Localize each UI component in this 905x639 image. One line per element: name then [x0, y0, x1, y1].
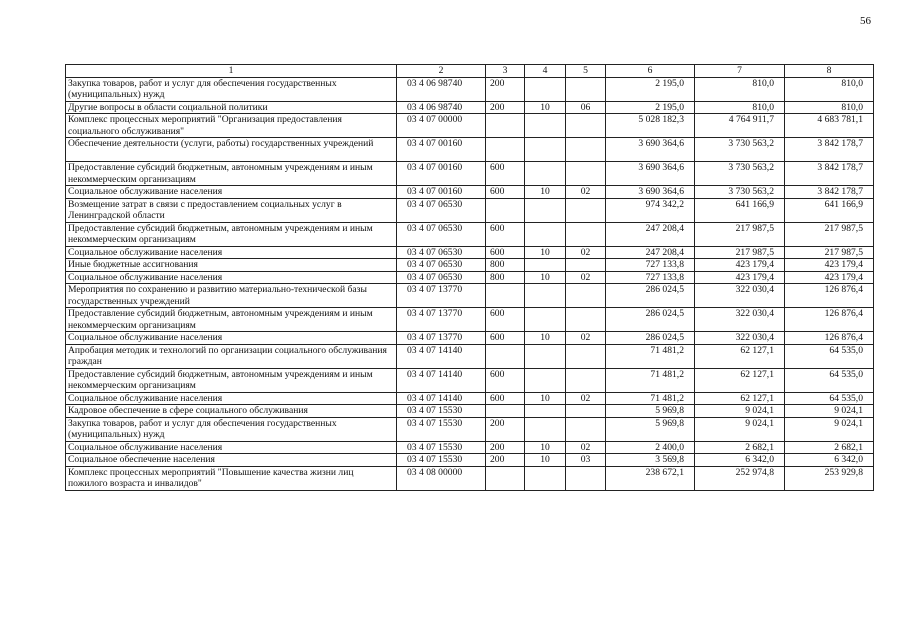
- subsection-cell: [566, 417, 606, 441]
- amount-year3-cell: 64 535,0: [785, 344, 874, 368]
- item-name-cell: Мероприятия по сохранению и развитию материально-технической базы государственных учреждений: [66, 284, 397, 308]
- subsection-cell: 02: [566, 246, 606, 259]
- amount-year1-cell: 71 481,2: [606, 392, 695, 405]
- item-name-cell: Социальное обслуживание населения: [66, 186, 397, 199]
- column-header: 7: [695, 65, 785, 78]
- amount-year2-cell: 9 024,1: [695, 405, 785, 418]
- amount-year1-cell: 2 195,0: [606, 77, 695, 101]
- target-article-cell: 03 4 07 15530: [397, 417, 486, 441]
- amount-year3-cell: 253 929,8: [785, 466, 874, 490]
- column-header: 1: [66, 65, 397, 78]
- section-cell: [525, 114, 566, 138]
- column-header: 4: [525, 65, 566, 78]
- amount-year1-cell: 247 208,4: [606, 246, 695, 259]
- column-number-row: [66, 65, 874, 78]
- expense-type-cell: [486, 284, 525, 308]
- target-article-cell: 03 4 07 14140: [397, 344, 486, 368]
- table-row: [66, 162, 874, 186]
- target-article-cell: 03 4 07 14140: [397, 392, 486, 405]
- table-row: [66, 101, 874, 114]
- section-cell: [525, 368, 566, 392]
- amount-year3-cell: 810,0: [785, 101, 874, 114]
- table-row: [66, 308, 874, 332]
- section-cell: [525, 198, 566, 222]
- item-name-cell: Иные бюджетные ассигнования: [66, 259, 397, 272]
- amount-year2-cell: 423 179,4: [695, 259, 785, 272]
- amount-year3-cell: 641 166,9: [785, 198, 874, 222]
- column-header: 6: [606, 65, 695, 78]
- subsection-cell: [566, 162, 606, 186]
- table-row: [66, 77, 874, 101]
- item-name-cell: Социальное обслуживание населения: [66, 392, 397, 405]
- expense-type-cell: 200: [486, 77, 525, 101]
- amount-year1-cell: 3 690 364,6: [606, 138, 695, 162]
- section-cell: [525, 138, 566, 162]
- item-name-cell: Предоставление субсидий бюджетным, автономным учреждениям и иным некоммерческим организациям: [66, 368, 397, 392]
- item-name-cell: Предоставление субсидий бюджетным, автономным учреждениям и иным некоммерческим организациям: [66, 308, 397, 332]
- amount-year1-cell: 5 028 182,3: [606, 114, 695, 138]
- expense-type-cell: 600: [486, 162, 525, 186]
- column-header: 3: [486, 65, 525, 78]
- amount-year1-cell: 286 024,5: [606, 332, 695, 345]
- section-cell: 10: [525, 392, 566, 405]
- subsection-cell: [566, 114, 606, 138]
- item-name-cell: Закупка товаров, работ и услуг для обеспечения государственных (муниципальных) нужд: [66, 77, 397, 101]
- amount-year2-cell: 810,0: [695, 101, 785, 114]
- table-row: [66, 271, 874, 284]
- amount-year1-cell: 71 481,2: [606, 368, 695, 392]
- target-article-cell: 03 4 07 13770: [397, 332, 486, 345]
- amount-year3-cell: 217 987,5: [785, 222, 874, 246]
- item-name-cell: Кадровое обеспечение в сфере социального обслуживания: [66, 405, 397, 418]
- target-article-cell: 03 4 07 06530: [397, 246, 486, 259]
- table-row: [66, 392, 874, 405]
- amount-year2-cell: 62 127,1: [695, 368, 785, 392]
- amount-year3-cell: 4 683 781,1: [785, 114, 874, 138]
- subsection-cell: 02: [566, 392, 606, 405]
- amount-year1-cell: 974 342,2: [606, 198, 695, 222]
- subsection-cell: [566, 222, 606, 246]
- expense-type-cell: 600: [486, 332, 525, 345]
- section-cell: 10: [525, 186, 566, 199]
- expense-type-cell: 200: [486, 454, 525, 467]
- amount-year2-cell: 62 127,1: [695, 344, 785, 368]
- amount-year2-cell: 252 974,8: [695, 466, 785, 490]
- amount-year2-cell: 3 730 563,2: [695, 162, 785, 186]
- target-article-cell: 03 4 07 15530: [397, 405, 486, 418]
- subsection-cell: [566, 308, 606, 332]
- expense-type-cell: [486, 344, 525, 368]
- subsection-cell: [566, 198, 606, 222]
- amount-year2-cell: 4 764 911,7: [695, 114, 785, 138]
- target-article-cell: 03 4 07 00160: [397, 186, 486, 199]
- target-article-cell: 03 4 07 00160: [397, 162, 486, 186]
- expense-type-cell: 200: [486, 101, 525, 114]
- amount-year2-cell: 62 127,1: [695, 392, 785, 405]
- table-row: [66, 454, 874, 467]
- amount-year3-cell: 126 876,4: [785, 332, 874, 345]
- target-article-cell: 03 4 07 06530: [397, 198, 486, 222]
- table-row: [66, 344, 874, 368]
- expense-type-cell: 600: [486, 222, 525, 246]
- table-row: [66, 466, 874, 490]
- target-article-cell: 03 4 07 15530: [397, 454, 486, 467]
- expense-type-cell: [486, 466, 525, 490]
- subsection-cell: 02: [566, 271, 606, 284]
- subsection-cell: [566, 368, 606, 392]
- subsection-cell: 02: [566, 332, 606, 345]
- table-row: [66, 417, 874, 441]
- amount-year3-cell: 6 342,0: [785, 454, 874, 467]
- section-cell: 10: [525, 454, 566, 467]
- table-row: [66, 405, 874, 418]
- item-name-cell: Предоставление субсидий бюджетным, автономным учреждениям и иным некоммерческим организациям: [66, 162, 397, 186]
- section-cell: [525, 466, 566, 490]
- amount-year3-cell: 3 842 178,7: [785, 162, 874, 186]
- amount-year1-cell: 5 969,8: [606, 405, 695, 418]
- table-row: [66, 138, 874, 162]
- section-cell: [525, 308, 566, 332]
- table-row: [66, 198, 874, 222]
- target-article-cell: 03 4 07 14140: [397, 368, 486, 392]
- target-article-cell: 03 4 07 13770: [397, 308, 486, 332]
- amount-year2-cell: 322 030,4: [695, 284, 785, 308]
- section-cell: 10: [525, 332, 566, 345]
- amount-year2-cell: 810,0: [695, 77, 785, 101]
- table-row: [66, 186, 874, 199]
- subsection-cell: [566, 405, 606, 418]
- table-row: [66, 222, 874, 246]
- amount-year1-cell: 286 024,5: [606, 308, 695, 332]
- target-article-cell: 03 4 06 98740: [397, 77, 486, 101]
- subsection-cell: 03: [566, 454, 606, 467]
- subsection-cell: [566, 77, 606, 101]
- expense-type-cell: 600: [486, 392, 525, 405]
- amount-year2-cell: 217 987,5: [695, 246, 785, 259]
- target-article-cell: 03 4 07 13770: [397, 284, 486, 308]
- subsection-cell: [566, 344, 606, 368]
- item-name-cell: Другие вопросы в области социальной политики: [66, 101, 397, 114]
- section-cell: [525, 417, 566, 441]
- item-name-cell: Социальное обслуживание населения: [66, 271, 397, 284]
- item-name-cell: Обеспечение деятельности (услуги, работы) государственных учреждений: [66, 138, 397, 162]
- target-article-cell: 03 4 07 15530: [397, 441, 486, 454]
- amount-year1-cell: 2 400,0: [606, 441, 695, 454]
- table-row: [66, 259, 874, 272]
- item-name-cell: Комплекс процессных мероприятий "Организация предоставления социального обслуживания": [66, 114, 397, 138]
- expense-type-cell: [486, 138, 525, 162]
- expense-type-cell: 600: [486, 246, 525, 259]
- amount-year3-cell: 64 535,0: [785, 368, 874, 392]
- amount-year1-cell: 727 133,8: [606, 259, 695, 272]
- amount-year3-cell: 9 024,1: [785, 417, 874, 441]
- amount-year2-cell: 322 030,4: [695, 308, 785, 332]
- item-name-cell: Социальное обслуживание населения: [66, 332, 397, 345]
- amount-year2-cell: 217 987,5: [695, 222, 785, 246]
- expense-type-cell: [486, 405, 525, 418]
- amount-year3-cell: 9 024,1: [785, 405, 874, 418]
- amount-year1-cell: 727 133,8: [606, 271, 695, 284]
- section-cell: [525, 405, 566, 418]
- amount-year2-cell: 641 166,9: [695, 198, 785, 222]
- column-header: 2: [397, 65, 486, 78]
- amount-year2-cell: 3 730 563,2: [695, 138, 785, 162]
- target-article-cell: 03 4 07 06530: [397, 271, 486, 284]
- subsection-cell: [566, 284, 606, 308]
- amount-year2-cell: 2 682,1: [695, 441, 785, 454]
- amount-year2-cell: 423 179,4: [695, 271, 785, 284]
- page-number: 56: [860, 15, 871, 27]
- subsection-cell: [566, 138, 606, 162]
- amount-year1-cell: 247 208,4: [606, 222, 695, 246]
- table-row: [66, 441, 874, 454]
- amount-year1-cell: 71 481,2: [606, 344, 695, 368]
- amount-year3-cell: 126 876,4: [785, 308, 874, 332]
- subsection-cell: 02: [566, 186, 606, 199]
- amount-year3-cell: 3 842 178,7: [785, 186, 874, 199]
- section-cell: 10: [525, 271, 566, 284]
- item-name-cell: Социальное обеспечение населения: [66, 454, 397, 467]
- expense-type-cell: 800: [486, 271, 525, 284]
- section-cell: [525, 284, 566, 308]
- amount-year1-cell: 5 969,8: [606, 417, 695, 441]
- section-cell: 10: [525, 246, 566, 259]
- budget-table: [65, 64, 874, 491]
- amount-year3-cell: 810,0: [785, 77, 874, 101]
- amount-year1-cell: 2 195,0: [606, 101, 695, 114]
- item-name-cell: Комплекс процессных мероприятий "Повышение качества жизни лиц пожилого возраста и инвалидов": [66, 466, 397, 490]
- target-article-cell: 03 4 07 06530: [397, 259, 486, 272]
- amount-year3-cell: 2 682,1: [785, 441, 874, 454]
- item-name-cell: Возмещение затрат в связи с предоставлением социальных услуг в Ленинградской области: [66, 198, 397, 222]
- target-article-cell: 03 4 07 06530: [397, 222, 486, 246]
- amount-year2-cell: 9 024,1: [695, 417, 785, 441]
- section-cell: [525, 77, 566, 101]
- amount-year2-cell: 6 342,0: [695, 454, 785, 467]
- table-row: [66, 284, 874, 308]
- amount-year2-cell: 3 730 563,2: [695, 186, 785, 199]
- target-article-cell: 03 4 07 00000: [397, 114, 486, 138]
- target-article-cell: 03 4 06 98740: [397, 101, 486, 114]
- expense-type-cell: 200: [486, 441, 525, 454]
- subsection-cell: 02: [566, 441, 606, 454]
- section-cell: 10: [525, 101, 566, 114]
- amount-year3-cell: 64 535,0: [785, 392, 874, 405]
- section-cell: [525, 344, 566, 368]
- amount-year1-cell: 3 690 364,6: [606, 162, 695, 186]
- section-cell: [525, 162, 566, 186]
- item-name-cell: Социальное обслуживание населения: [66, 441, 397, 454]
- amount-year3-cell: 423 179,4: [785, 259, 874, 272]
- expense-type-cell: [486, 114, 525, 138]
- amount-year3-cell: 126 876,4: [785, 284, 874, 308]
- expense-type-cell: 600: [486, 308, 525, 332]
- target-article-cell: 03 4 08 00000: [397, 466, 486, 490]
- amount-year3-cell: 217 987,5: [785, 246, 874, 259]
- item-name-cell: Закупка товаров, работ и услуг для обеспечения государственных (муниципальных) нужд: [66, 417, 397, 441]
- subsection-cell: [566, 259, 606, 272]
- table-row: [66, 368, 874, 392]
- expense-type-cell: 600: [486, 186, 525, 199]
- section-cell: [525, 222, 566, 246]
- amount-year3-cell: 423 179,4: [785, 271, 874, 284]
- item-name-cell: Апробация методик и технологий по организации социального обслуживания граждан: [66, 344, 397, 368]
- item-name-cell: Социальное обслуживание населения: [66, 246, 397, 259]
- subsection-cell: [566, 466, 606, 490]
- amount-year1-cell: 3 569,8: [606, 454, 695, 467]
- amount-year1-cell: 3 690 364,6: [606, 186, 695, 199]
- amount-year1-cell: 286 024,5: [606, 284, 695, 308]
- amount-year2-cell: 322 030,4: [695, 332, 785, 345]
- expense-type-cell: 600: [486, 368, 525, 392]
- table-row: [66, 114, 874, 138]
- amount-year1-cell: 238 672,1: [606, 466, 695, 490]
- table-row: [66, 246, 874, 259]
- section-cell: [525, 259, 566, 272]
- table-row: [66, 332, 874, 345]
- expense-type-cell: 800: [486, 259, 525, 272]
- subsection-cell: 06: [566, 101, 606, 114]
- target-article-cell: 03 4 07 00160: [397, 138, 486, 162]
- item-name-cell: Предоставление субсидий бюджетным, автономным учреждениям и иным некоммерческим организациям: [66, 222, 397, 246]
- amount-year3-cell: 3 842 178,7: [785, 138, 874, 162]
- section-cell: 10: [525, 441, 566, 454]
- column-header: 8: [785, 65, 874, 78]
- expense-type-cell: 200: [486, 417, 525, 441]
- expense-type-cell: [486, 198, 525, 222]
- column-header: 5: [566, 65, 606, 78]
